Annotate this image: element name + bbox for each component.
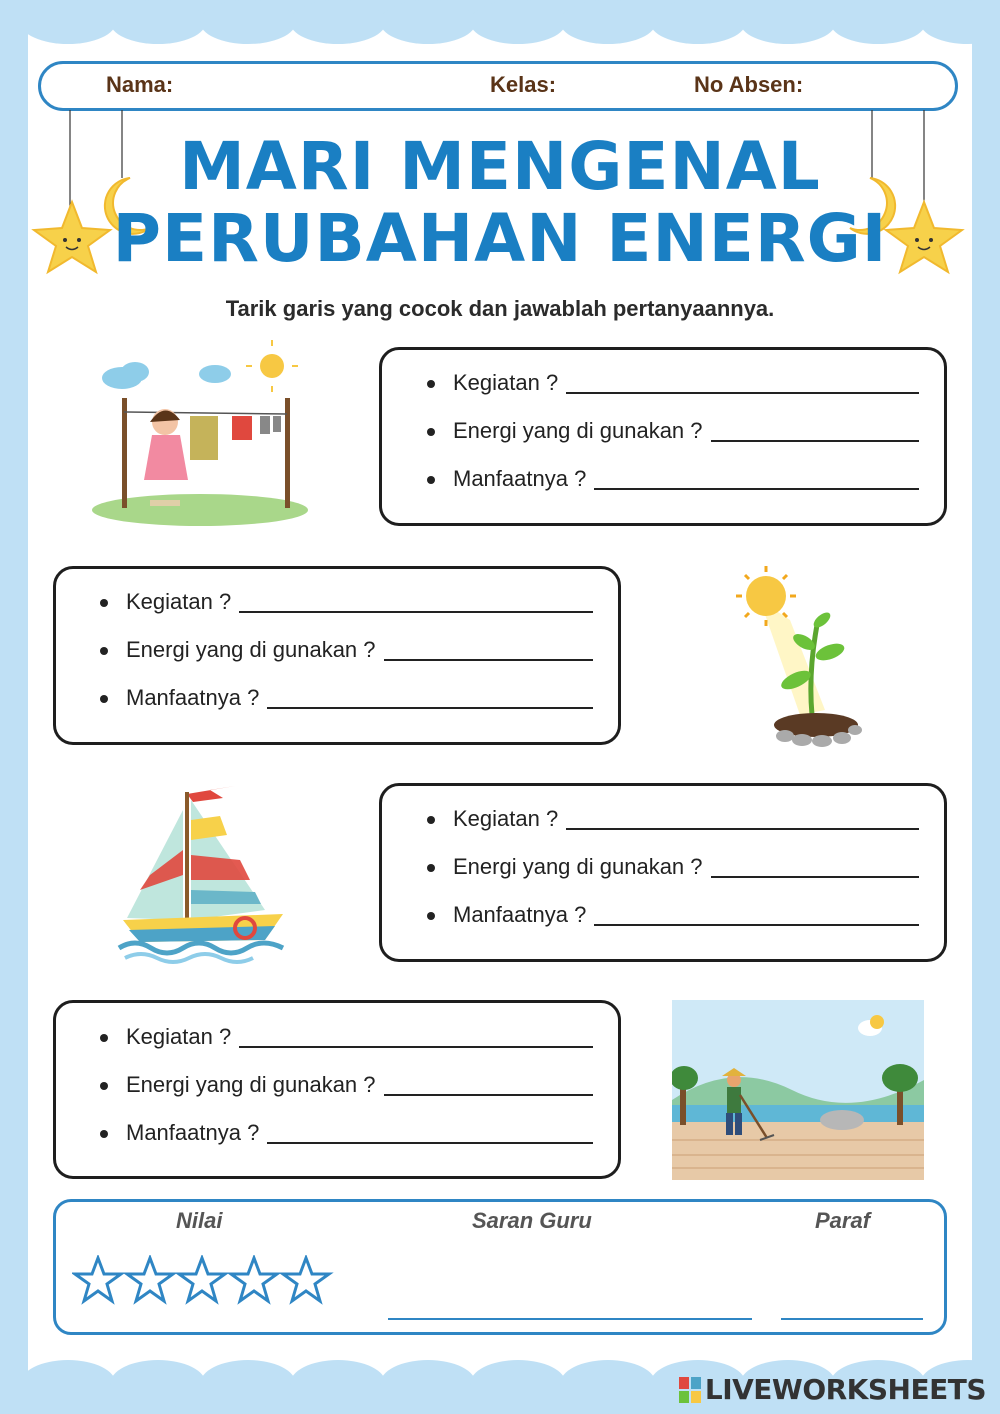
card1-energy-row	[427, 418, 919, 444]
sailboat-illustration	[115, 780, 290, 965]
card4-energy-answer-line[interactable]	[384, 1094, 593, 1096]
signature-line[interactable]	[781, 1318, 923, 1320]
card1-benefit-answer-line[interactable]	[594, 488, 919, 490]
card4-benefit-answer-line[interactable]	[267, 1142, 593, 1144]
name-label: Nama:	[106, 72, 174, 97]
star-icon	[75, 1258, 121, 1301]
watermark-text: LIVEWORKSHEETS	[704, 1373, 986, 1406]
title-line-2: PERUBAHAN ENERGI	[112, 200, 888, 277]
activity-question: Kegiatan ?	[453, 806, 559, 831]
bullet	[100, 1082, 108, 1090]
activity-question: Kegiatan ?	[126, 1024, 232, 1049]
card2-activity-row	[100, 589, 593, 615]
star-icon	[283, 1258, 329, 1301]
sun-plant-illustration	[730, 560, 880, 750]
scallop-top-border	[28, 0, 972, 50]
benefit-question: Manfaatnya ?	[453, 466, 587, 491]
instruction-text: Tarik garis yang cocok dan jawablah pertanyaannya.	[225, 296, 775, 321]
card3-benefit-row	[427, 902, 919, 928]
bullet	[427, 816, 435, 824]
bullet	[100, 599, 108, 607]
energy-question: Energi yang di gunakan ?	[453, 854, 703, 879]
card2-energy-answer-line[interactable]	[384, 659, 593, 661]
bullet	[100, 647, 108, 655]
farmer-field-illustration	[672, 1000, 924, 1180]
bullet	[100, 1130, 108, 1138]
card4-benefit-row	[100, 1120, 593, 1146]
energy-question: Energi yang di gunakan ?	[453, 418, 703, 443]
teacher-note-label: Saran Guru	[472, 1208, 592, 1233]
bullet	[100, 1034, 108, 1042]
girl-drying-clothes-illustration	[90, 340, 320, 530]
energy-question: Energi yang di gunakan ?	[126, 637, 376, 662]
signature-label: Paraf	[815, 1208, 871, 1233]
bullet	[427, 912, 435, 920]
bullet	[100, 695, 108, 703]
liveworksheets-watermark	[679, 1373, 986, 1406]
card4-energy-row	[100, 1072, 593, 1098]
energy-question: Energi yang di gunakan ?	[126, 1072, 376, 1097]
activity-question: Kegiatan ?	[453, 370, 559, 395]
title-line-1: MARI MENGENAL	[179, 128, 821, 205]
bullet	[427, 428, 435, 436]
card3-activity-answer-line[interactable]	[566, 828, 919, 830]
card2-benefit-row	[100, 685, 593, 711]
class-label: Kelas:	[490, 72, 557, 97]
benefit-question: Manfaatnya ?	[126, 685, 260, 710]
benefit-question: Manfaatnya ?	[126, 1120, 260, 1145]
bullet	[427, 864, 435, 872]
activity-question: Kegiatan ?	[126, 589, 232, 614]
benefit-question: Manfaatnya ?	[453, 902, 587, 927]
star-icon	[179, 1258, 225, 1301]
rating-stars[interactable]	[72, 1255, 336, 1307]
card1-activity-answer-line[interactable]	[566, 392, 919, 394]
absen-number-label: No Absen:	[694, 72, 804, 97]
card4-activity-answer-line[interactable]	[239, 1046, 593, 1048]
card3-activity-row	[427, 806, 919, 832]
bullet	[427, 380, 435, 388]
card3-benefit-answer-line[interactable]	[594, 924, 919, 926]
card2-activity-answer-line[interactable]	[239, 611, 593, 613]
bullet	[427, 476, 435, 484]
card1-activity-row	[427, 370, 919, 396]
star-icon	[231, 1258, 277, 1301]
card2-energy-row	[100, 637, 593, 663]
card4-activity-row	[100, 1024, 593, 1050]
liveworksheets-logo-icon	[679, 1377, 701, 1403]
card3-energy-row	[427, 854, 919, 880]
card1-energy-answer-line[interactable]	[711, 440, 919, 442]
star-icon	[127, 1258, 173, 1301]
card1-benefit-row	[427, 466, 919, 492]
card2-benefit-answer-line[interactable]	[267, 707, 593, 709]
grade-label: Nilai	[176, 1208, 223, 1233]
card3-energy-answer-line[interactable]	[711, 876, 919, 878]
teacher-note-line[interactable]	[388, 1318, 752, 1320]
